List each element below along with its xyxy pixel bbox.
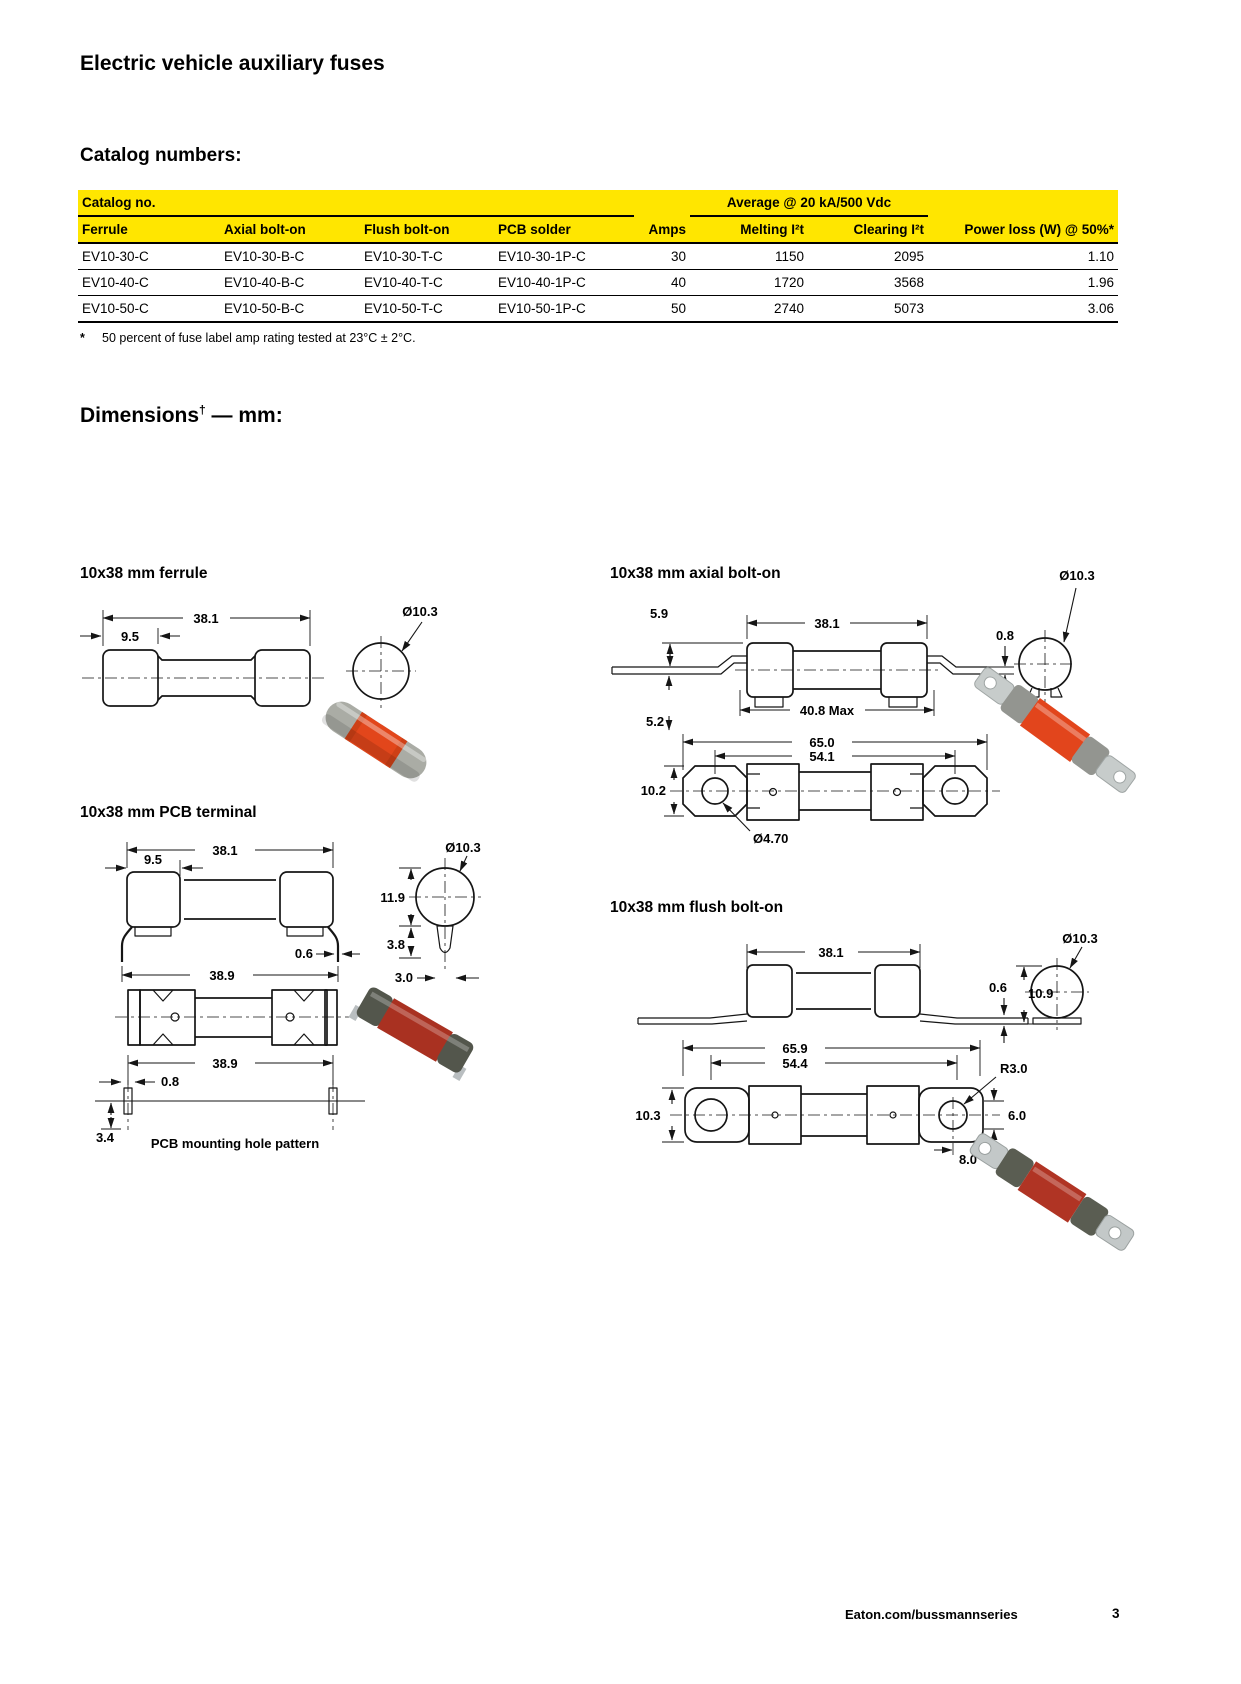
axial-end-view <box>1014 568 1095 702</box>
table-cell: 2095 <box>808 243 928 270</box>
dim-axial-hole-spacing: 54.1 <box>809 749 835 764</box>
dimensions-heading-word: Dimensions <box>80 404 200 427</box>
ferrule-end-view <box>346 604 438 708</box>
column-header-row <box>78 216 1118 243</box>
dim-ferrule-cap: 9.5 <box>120 629 140 644</box>
dim-axial-diameter: Ø10.3 <box>1059 568 1095 583</box>
table-cell: EV10-40-C <box>78 270 220 296</box>
catalog-table <box>78 190 1118 323</box>
table-cell: 5073 <box>808 296 928 323</box>
page-title: Electric vehicle auxiliary fuses <box>80 52 385 75</box>
pcb-end-view <box>380 840 481 985</box>
flush-title: 10x38 mm flush bolt-on <box>610 899 784 916</box>
table-cell: 1150 <box>690 243 808 270</box>
dim-flush-corner-radius: R3.0 <box>1000 1061 1028 1076</box>
flush-end-view <box>1014 931 1098 1030</box>
dim-pcb-cap: 9.5 <box>143 852 163 867</box>
dim-pcb-hole-width: 0.8 <box>161 1074 180 1089</box>
catalog-numbers-heading: Catalog numbers: <box>80 145 242 166</box>
dim-axial-body: 38.1 <box>814 616 840 631</box>
table-cell: EV10-50-T-C <box>360 296 494 323</box>
footer-url: Eaton.com/bussmannseries <box>845 1607 1018 1622</box>
table-cell: EV10-30-1P-C <box>494 243 634 270</box>
axial-photo <box>970 662 1140 799</box>
col-header-ferrule: Ferrule <box>78 216 220 243</box>
dimensions-heading-dagger: † <box>199 403 206 417</box>
dim-axial-overall: 65.0 <box>809 735 835 750</box>
group-header-spacer <box>634 190 690 216</box>
dim-pcb-hole-offset: 3.4 <box>95 1130 115 1145</box>
col-header-pcb: PCB solder <box>494 216 634 243</box>
pcb-bottom-view <box>115 990 350 1045</box>
axial-bottom-view <box>641 734 1000 846</box>
group-header-average: Average @ 20 kA/500 Vdc <box>690 190 928 216</box>
dimensions-heading <box>80 403 283 428</box>
table-row <box>78 243 1118 270</box>
pcb-terminal-drawing <box>75 830 525 1165</box>
dim-axial-length-max: 40.8 Max <box>799 703 855 718</box>
table-cell: EV10-50-1P-C <box>494 296 634 323</box>
ferrule-photo <box>319 696 432 785</box>
pcb-title: 10x38 mm PCB terminal <box>80 804 257 821</box>
pcb-hole-pattern-caption: PCB mounting hole pattern <box>150 1136 320 1151</box>
dim-axial-tab-drop: 5.9 <box>650 606 669 621</box>
table-cell: 3.06 <box>928 296 1118 323</box>
dim-axial-body-width: 10.2 <box>640 783 666 798</box>
col-header-clearing: Clearing I²t <box>808 216 928 243</box>
table-cell: EV10-30-B-C <box>220 243 360 270</box>
dim-flush-hole-edge: 8.0 <box>958 1152 978 1167</box>
table-cell: EV10-30-C <box>78 243 220 270</box>
flush-bottom-view <box>635 1040 1027 1167</box>
dim-flush-overall: 65.9 <box>782 1041 808 1056</box>
table-row <box>78 270 1118 296</box>
table-cell: 40 <box>634 270 690 296</box>
flush-bolt-on-drawing <box>600 930 1190 1275</box>
dim-flush-tab-thickness: 0.6 <box>988 980 1008 995</box>
axial-side-view <box>612 606 1014 730</box>
table-cell: EV10-40-B-C <box>220 270 360 296</box>
col-header-amps: Amps <box>634 216 690 243</box>
dim-pcb-lead-length: 3.8 <box>386 937 405 952</box>
ferrule-drawing <box>78 598 458 788</box>
pcb-side-view <box>105 842 360 983</box>
dim-pcb-lead-thickness: 0.6 <box>294 946 313 961</box>
group-header-catalog-no: Catalog no. <box>78 190 634 216</box>
table-cell: 50 <box>634 296 690 323</box>
table-cell: 2740 <box>690 296 808 323</box>
col-header-melting: Melting I²t <box>690 216 808 243</box>
dimensions-heading-units: — mm: <box>205 404 283 427</box>
col-header-flush: Flush bolt-on <box>360 216 494 243</box>
footer-page-number: 3 <box>1112 1606 1120 1621</box>
dim-flush-end-height: 10.9 <box>1028 986 1054 1001</box>
table-cell: 30 <box>634 243 690 270</box>
dim-flush-hole-spacing: 54.4 <box>782 1056 808 1071</box>
axial-title: 10x38 mm axial bolt-on <box>610 565 781 582</box>
dim-ferrule-overall: 38.1 <box>193 611 219 626</box>
dim-pcb-body-height: 11.9 <box>380 890 405 905</box>
ferrule-title: 10x38 mm ferrule <box>80 565 208 582</box>
col-header-axial: Axial bolt-on <box>220 216 360 243</box>
pcb-hole-pattern <box>95 1055 365 1151</box>
table-cell: EV10-50-B-C <box>220 296 360 323</box>
table-cell: EV10-50-C <box>78 296 220 323</box>
col-header-power-loss: Power loss (W) @ 50%* <box>928 216 1118 243</box>
flush-photo <box>966 1128 1139 1257</box>
ferrule-side-view <box>80 610 328 706</box>
table-cell: 3568 <box>808 270 928 296</box>
table-cell: 1.10 <box>928 243 1118 270</box>
table-cell: 1.96 <box>928 270 1118 296</box>
dim-pcb-hole-spacing: 38.9 <box>212 1056 238 1071</box>
flush-side-view <box>638 944 1028 1043</box>
table-footnote <box>80 331 416 345</box>
dim-flush-body: 38.1 <box>818 945 844 960</box>
dim-axial-tab-height: 5.2 <box>646 714 665 729</box>
pcb-photo <box>349 983 479 1081</box>
table-row <box>78 296 1118 323</box>
dim-pcb-diameter: Ø10.3 <box>445 840 481 855</box>
table-cell: EV10-40-1P-C <box>494 270 634 296</box>
axial-bolt-on-drawing <box>600 560 1190 860</box>
group-header-row <box>78 190 1118 216</box>
table-cell: EV10-40-T-C <box>360 270 494 296</box>
dim-flush-body-width: 10.3 <box>635 1108 661 1123</box>
dim-flush-diameter: Ø10.3 <box>1062 931 1098 946</box>
dim-pcb-body: 38.1 <box>212 843 238 858</box>
dim-axial-tab-thickness: 0.8 <box>995 628 1015 643</box>
dim-pcb-lead-width: 3.0 <box>394 970 413 985</box>
dim-pcb-lead-span: 38.9 <box>209 968 235 983</box>
group-header-spacer <box>928 190 1118 216</box>
table-cell: EV10-30-T-C <box>360 243 494 270</box>
footnote-text: 50 percent of fuse label amp rating tested at 23°C ± 2°C. <box>102 331 416 345</box>
footnote-marker: * <box>80 331 85 345</box>
dim-ferrule-diameter: Ø10.3 <box>402 604 438 619</box>
dim-flush-hole-height: 6.0 <box>1008 1108 1027 1123</box>
table-cell: 1720 <box>690 270 808 296</box>
dim-axial-hole-diameter: Ø4.70 <box>753 831 789 846</box>
